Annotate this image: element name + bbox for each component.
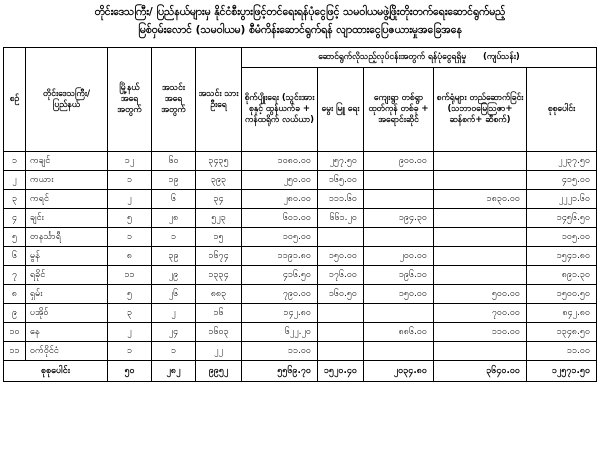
cell-townships: ၁ [108, 171, 152, 190]
cell-groups: ၆ [152, 190, 196, 209]
cell-groups: ၂၆ [152, 285, 196, 304]
cell-cultivation: ၆၀၁.၀၀ [242, 209, 318, 228]
cell-serial: ၉ [4, 304, 26, 323]
cell-livestock: ၁၆၅.၀၀ [318, 171, 364, 190]
cell-factory: ၇၀၀.၀၀ [434, 304, 527, 323]
cell-rural: ၁၉၆.၁၀ [364, 266, 434, 285]
table-row [4, 209, 597, 228]
header-members: အသင်း သား ဦးရေ [196, 48, 242, 152]
cell-groups: ၂၉ [152, 266, 196, 285]
cell-livestock [318, 228, 364, 247]
cell-region: ကရင် [26, 190, 108, 209]
cell-serial: ၅ [4, 228, 26, 247]
cell-livestock [318, 342, 364, 361]
cell-members: ၃၄၃၅ [196, 152, 242, 171]
table-body [4, 152, 597, 361]
table-row [4, 152, 597, 171]
table-row [4, 266, 597, 285]
cell-groups: ၂၈ [152, 209, 196, 228]
cell-factory: ၁၁၀.၀၀ [434, 323, 527, 342]
table-row [4, 323, 597, 342]
cell-region: တနင်္သာရီ [26, 228, 108, 247]
cell-total: ၁၀၅.၀၀ [527, 228, 597, 247]
cell-region: ရှမ်း [26, 285, 108, 304]
cell-factory [434, 209, 527, 228]
totals-livestock: ၁၅၂၀.၄၀ [318, 361, 364, 382]
totals-factory: ၃၆၄၀.၀၀ [434, 361, 527, 382]
cell-rural: ၁၅၀.၀၀ [364, 285, 434, 304]
cell-livestock: ၁၇၆.၀၀ [318, 266, 364, 285]
cell-townships: ၂ [108, 323, 152, 342]
fund-allocation-table [3, 47, 597, 382]
header-rural-product: ကျေးရွာ တစ်ရွာ ထုတ်ကုန် တစ်ခု + အရောင်းဆိုင် [364, 68, 434, 152]
cell-cultivation: ၂၅၀.၀၀ [242, 171, 318, 190]
cell-livestock: ၁၁၁.၆၀ [318, 190, 364, 209]
cell-rural: ၁၉၄.၃၀ [364, 209, 434, 228]
cell-region: မွန် [26, 247, 108, 266]
cell-groups: ၂ [152, 304, 196, 323]
cell-factory [434, 266, 527, 285]
cell-total: ၂၂၂၁.၆၀ [527, 190, 597, 209]
cell-rural [364, 342, 434, 361]
cell-cultivation: ၁၁၉၁.၈၀ [242, 247, 318, 266]
cell-members: ၂၂ [196, 342, 242, 361]
cell-cultivation: ၇၉၀.၀၀ [242, 285, 318, 304]
cell-region: ချင်း [26, 209, 108, 228]
cell-livestock [318, 323, 364, 342]
cell-groups: ၆၀ [152, 152, 196, 171]
cell-townships: ၃ [108, 304, 152, 323]
cell-members: ၁၆ [196, 304, 242, 323]
totals-cultivation: ၅၅၆၉.၇၀ [242, 361, 318, 382]
cell-townships: ၅ [108, 285, 152, 304]
cell-factory [434, 342, 527, 361]
cell-factory: ၁၈၃၀.၀၀ [434, 190, 527, 209]
cell-serial: ၃ [4, 190, 26, 209]
cell-cultivation: ၁၀၅.၀၀ [242, 228, 318, 247]
cell-rural [364, 304, 434, 323]
totals-groups: ၂၈၂ [152, 361, 196, 382]
cell-townships: ၁၂ [108, 152, 152, 171]
table-row [4, 304, 597, 323]
header-factory: စက်ရုံများ တည်ဆောက်ခြင်း (သဘာဝမြေဩဇာ+ ဆန်စက်+ ဆီစက်) [434, 68, 527, 152]
cell-livestock: ၂၅၇.၅၀ [318, 152, 364, 171]
cell-cultivation: ၁၄၂.၈၀ [242, 304, 318, 323]
cell-factory [434, 228, 527, 247]
totals-label: စုစုပေါင်း [4, 361, 108, 382]
cell-livestock: ၁၅၀.၀၀ [318, 247, 364, 266]
totals-rural: ၂၀၃၄.၈၀ [364, 361, 434, 382]
cell-cultivation: ၁၀၈၀.၀၀ [242, 152, 318, 171]
cell-livestock [318, 304, 364, 323]
cell-serial: ၄ [4, 209, 26, 228]
cell-groups: ၃၉ [152, 247, 196, 266]
cell-townships: ၁ [108, 342, 152, 361]
table-row [4, 228, 597, 247]
cell-members: ၃၉၃ [196, 171, 242, 190]
cell-townships: ၈ [108, 247, 152, 266]
totals-members: ၉၉၅၂ [196, 361, 242, 382]
cell-region: နေ [26, 323, 108, 342]
cell-factory [434, 247, 527, 266]
totals-row [4, 361, 597, 382]
table-row [4, 342, 597, 361]
header-unit: (ကျပ်သန်း) [483, 52, 520, 62]
cell-cultivation: ၂၈၀.၀၀ [242, 190, 318, 209]
document-title-line-2: မြစ်ဝှမ်းလောင် (သမဝါယမ) စီမံကိန်းဆောင်ရွက်ရန် လျာထားငွေပြဇယားမှုအခြေအနေ [138, 24, 462, 36]
cell-rural: ၉၀၀.၀၀ [364, 152, 434, 171]
table-row [4, 285, 597, 304]
header-livestock: မွေး မြူ ရေး [318, 68, 364, 152]
cell-members: ၁၆၀၃ [196, 323, 242, 342]
cell-members: ၁၆၇၄ [196, 247, 242, 266]
cell-total: ၂၂၃၇.၅၀ [527, 152, 597, 171]
cell-region: ဝက်ဝိုင်ငံ [26, 342, 108, 361]
totals-total: ၁၂၅၇၁.၅၀ [527, 361, 597, 382]
totals-townships: ၅၀ [108, 361, 152, 382]
cell-rural: ၈၈၆.၀၀ [364, 323, 434, 342]
cell-townships: ၅ [108, 209, 152, 228]
header-serial: စဉ် [4, 48, 26, 152]
cell-townships: ၁ [108, 228, 152, 247]
cell-groups: ၂၄ [152, 323, 196, 342]
cell-rural: ၂၀၀.၀၀ [364, 247, 434, 266]
cell-members: ၁၃၃၄ [196, 266, 242, 285]
cell-serial: ၆ [4, 247, 26, 266]
header-region: တိုင်းဒေသကြီး/ ပြည်နယ် [26, 48, 108, 152]
cell-serial: ၁၁ [4, 342, 26, 361]
cell-total: ၄၁၅.၀၀ [527, 171, 597, 190]
cell-members: ၈၈၃ [196, 285, 242, 304]
header-townships: မြို့နယ် အရေ အတွက် [108, 48, 152, 152]
cell-townships: ၂ [108, 190, 152, 209]
cell-region: ကချင် [26, 152, 108, 171]
cell-total: ၁၅၀၀.၅၀ [527, 285, 597, 304]
cell-total: ၁၁.၀၀ [527, 342, 597, 361]
cell-groups: ၁ [152, 228, 196, 247]
cell-total: ၈၉၁.၃၀ [527, 266, 597, 285]
header-fund-group-label: ဆောင်ရွက်လိုသည့်လုပ်ငန်းအတွက် ရန်ပုံငွေရရှိမှု [318, 52, 467, 62]
cell-region: ပအိုဝ် [26, 304, 108, 323]
header-cultivation: စိုက်ပျိုးရေး (သွင်းအားစုနှင့် ထွန်ယက်ခ + ကန်ထရိုက် လယ်ယာ) [242, 68, 318, 152]
document-title-line-1: တိုင်းဒေသကြီး/ ပြည်နယ်များမှ နိုင်ငံစီးပွားဖြင့်တင်ရေးရန်ပုံငွေဖြင့် သမဝါယမဖွဲ့ဖြိုးတိုးတက်ရေးဆောင်ရွက်မည့် [94, 6, 506, 18]
cell-total: ၁၃၄၈.၅၀ [527, 323, 597, 342]
cell-members: ၅၂၃ [196, 209, 242, 228]
cell-rural [364, 190, 434, 209]
table-row [4, 171, 597, 190]
cell-serial: ၇ [4, 266, 26, 285]
header-fund-group [242, 48, 597, 68]
header-groups: အသင်း အရေ အတွက် [152, 48, 196, 152]
cell-region: ကယား [26, 171, 108, 190]
cell-livestock: ၁၆၀.၅၀ [318, 285, 364, 304]
cell-cultivation: ၁၁.၀၀ [242, 342, 318, 361]
cell-factory [434, 152, 527, 171]
cell-members: ၃၄ [196, 190, 242, 209]
cell-serial: ၈ [4, 285, 26, 304]
header-total: စုစုပေါင်း [527, 68, 597, 152]
cell-total: ၁၅၄၁.၈၀ [527, 247, 597, 266]
cell-cultivation: ၄၁၆.၅၀ [242, 266, 318, 285]
table-row [4, 190, 597, 209]
cell-livestock: ၆၆၁.၂၀ [318, 209, 364, 228]
cell-serial: ၁၀ [4, 323, 26, 342]
cell-region: ရခိုင် [26, 266, 108, 285]
cell-total: ၈၄၂.၈၀ [527, 304, 597, 323]
table-row [4, 247, 597, 266]
cell-rural [364, 228, 434, 247]
cell-members: ၁၅ [196, 228, 242, 247]
cell-rural [364, 171, 434, 190]
cell-groups: ၁ [152, 342, 196, 361]
cell-serial: ၂ [4, 171, 26, 190]
cell-total: ၁၄၅၆.၅၀ [527, 209, 597, 228]
cell-townships: ၁၁ [108, 266, 152, 285]
cell-cultivation: ၆၂၂.၂၀ [242, 323, 318, 342]
cell-serial: ၁ [4, 152, 26, 171]
cell-factory: ၅၀၀.၀၀ [434, 285, 527, 304]
cell-factory [434, 171, 527, 190]
cell-groups: ၁၉ [152, 171, 196, 190]
